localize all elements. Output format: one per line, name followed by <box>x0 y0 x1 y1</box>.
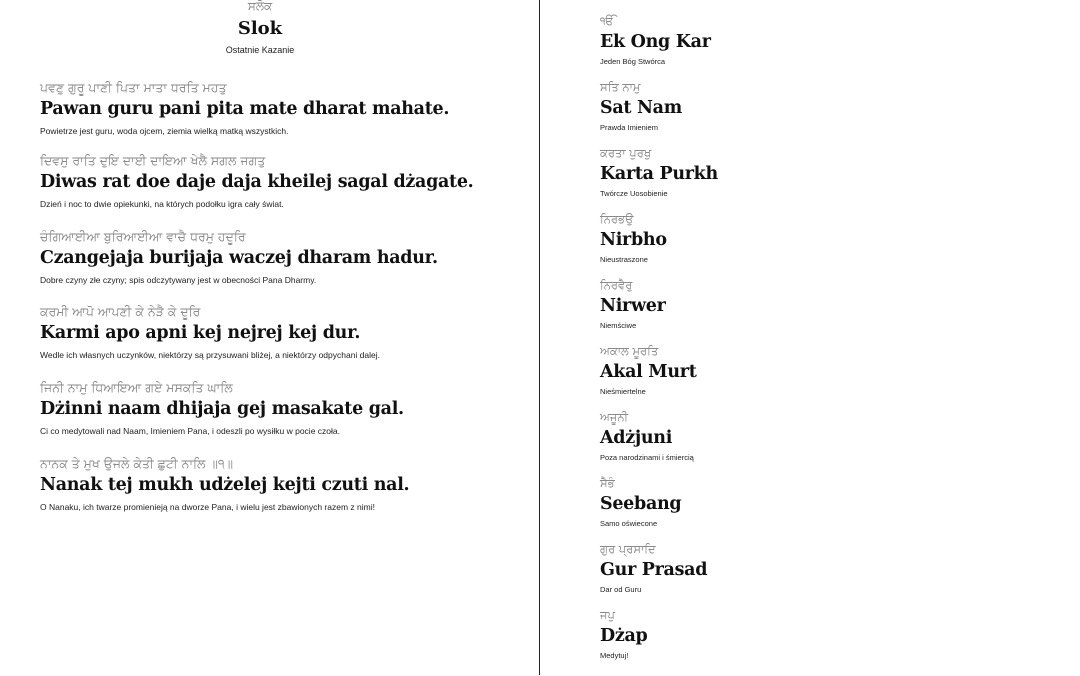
mantar-transliteration: Karta Purkh <box>600 164 718 184</box>
verse <box>40 155 510 219</box>
verse-transliteration: Nanak tej mukh udżelej kejti czuti nal. <box>40 475 410 495</box>
mantar-transliteration: Dżap <box>600 626 648 646</box>
mantar-translation: Nieśmiertelne <box>600 387 646 396</box>
mantar-transliteration: Nirwer <box>600 296 666 316</box>
verse-translation: Ci co medytowali nad Naam, Imieniem Pana, i odeszli po wysiłku w pocie czoła. <box>40 426 340 436</box>
mantar-translation: Medytuj! <box>600 651 629 660</box>
mantar-gurmukhi: ਕਰਤਾ ਪੁਰਖੁ <box>600 146 652 160</box>
mantar-item <box>600 412 1040 478</box>
mantar-item <box>600 214 1040 280</box>
mantar-gurmukhi: ਸਤਿ ਨਾਮੁ <box>600 80 641 94</box>
verse <box>40 382 510 446</box>
mantar-gurmukhi: ਜਪੁ <box>600 608 615 622</box>
mantar-item <box>600 544 1040 610</box>
mantar-transliteration: Akal Murt <box>600 362 697 382</box>
mantar-transliteration: Sat Nam <box>600 98 682 118</box>
mantar-translation: Jeden Bóg Stwórca <box>600 57 666 66</box>
column-divider <box>539 0 540 675</box>
mantar-transliteration: Adżjuni <box>600 428 673 448</box>
mantar-translation: Nieustraszone <box>600 255 648 264</box>
mantar-item <box>600 148 1040 214</box>
verse <box>40 458 510 522</box>
mantar-translation: Samo oświecone <box>600 519 658 528</box>
mantar-transliteration: Gur Prasad <box>600 560 708 580</box>
mantar-translation: Prawda Imieniem <box>600 123 658 132</box>
verse <box>40 82 510 146</box>
verse-translation: O Nanaku, ich twarze promienieją na dworze Pana, i wielu jest zbawionych razem z nimi! <box>40 502 375 512</box>
verse-translation: Wedle ich własnych uczynków, niektórzy są przysuwani bliżej, a niektórzy odpychani dalej. <box>40 350 381 360</box>
mantar-gurmukhi: ਅਜੂਨੀ <box>600 410 629 424</box>
mantar-translation: Niemściwe <box>600 321 637 330</box>
verse-gurmukhi: ਦਿਵਸੁ ਰਾਤਿ ਦੁਇ ਦਾਈ ਦਾਇਆ ਖੇਲੈ ਸਗਲ ਜਗਤੁ <box>40 153 266 168</box>
mantar-translation: Poza narodzinami i śmiercią <box>600 453 694 462</box>
verse-transliteration: Pawan guru pani pita mate dharat mahate. <box>40 99 450 119</box>
mantar-item <box>600 16 1040 82</box>
verse <box>40 231 510 295</box>
mool-mantar-column <box>600 0 1040 675</box>
verse-translation: Dzień i noc to dwie opiekunki, na których podołku igra cały świat. <box>40 199 284 209</box>
mantar-gurmukhi: ਅਕਾਲ ਮੂਰਤਿ <box>600 344 659 358</box>
verse-transliteration: Czangejaja burijaja waczej dharam hadur. <box>40 248 438 268</box>
verse-transliteration: Karmi apo apni kej nejrej kej dur. <box>40 323 361 343</box>
verse-translation: Powietrze jest guru, woda ojcem, ziemia wielką matką wszystkich. <box>40 126 289 136</box>
mantar-item <box>600 280 1040 346</box>
verse-transliteration: Diwas rat doe daje daja kheilej sagal dżagate. <box>40 172 474 192</box>
mantar-item <box>600 610 1040 676</box>
mantar-gurmukhi: ੴ <box>600 14 614 28</box>
verse <box>40 306 510 370</box>
verse-translation: Dobre czyny złe czyny; spis odczytywany jest w obecności Pana Dharmy. <box>40 275 317 285</box>
verse-gurmukhi: ਚੰਗਿਆਈਆ ਬੁਰਿਆਈਆ ਵਾਚੈ ਧਰਮੁ ਹਦੂਰਿ <box>40 229 246 244</box>
slok-heading: Slok <box>237 18 283 39</box>
mantar-gurmukhi: ਸੈਭੰ <box>600 476 615 490</box>
verse-gurmukhi: ਨਾਨਕ ਤੇ ਮੁਖ ਉਜਲੇ ਕੇਤੀ ਛੁਟੀ ਨਾਲਿ ॥੧॥ <box>40 456 234 471</box>
mantar-item <box>600 82 1040 148</box>
slok-subheading: Ostatnie Kazanie <box>225 45 295 55</box>
verse-transliteration: Dżinni naam dhijaja gej masakate gal. <box>40 399 404 419</box>
mantar-item <box>600 478 1040 544</box>
verse-gurmukhi: ਪਵਣੁ ਗੁਰੂ ਪਾਣੀ ਪਿਤਾ ਮਾਤਾ ਧਰਤਿ ਮਹਤੁ <box>40 80 227 95</box>
slok-column <box>0 0 520 675</box>
verse-gurmukhi: ਕਰਮੀ ਆਪੋ ਆਪਣੀ ਕੇ ਨੇੜੈ ਕੇ ਦੂਰਿ <box>40 304 201 319</box>
verse-gurmukhi: ਜਿਨੀ ਨਾਮੁ ਧਿਆਇਆ ਗਏ ਮਸਕਤਿ ਘਾਲਿ <box>40 380 233 395</box>
slok-heading-gurmukhi: ਸਲੋਕ <box>247 0 273 13</box>
mantar-item <box>600 346 1040 412</box>
mantar-gurmukhi: ਨਿਰਵੈਰੁ <box>600 278 633 292</box>
mantar-transliteration: Nirbho <box>600 230 667 250</box>
mantar-translation: Twórcze Uosobienie <box>600 189 668 198</box>
mantar-translation: Dar od Guru <box>600 585 642 594</box>
mantar-gurmukhi: ਗੁਰ ਪ੍ਰਸਾਦਿ <box>600 542 656 556</box>
mantar-transliteration: Ek Ong Kar <box>600 32 711 52</box>
mantar-transliteration: Seebang <box>600 494 682 514</box>
mantar-gurmukhi: ਨਿਰਭਉ <box>600 212 634 226</box>
